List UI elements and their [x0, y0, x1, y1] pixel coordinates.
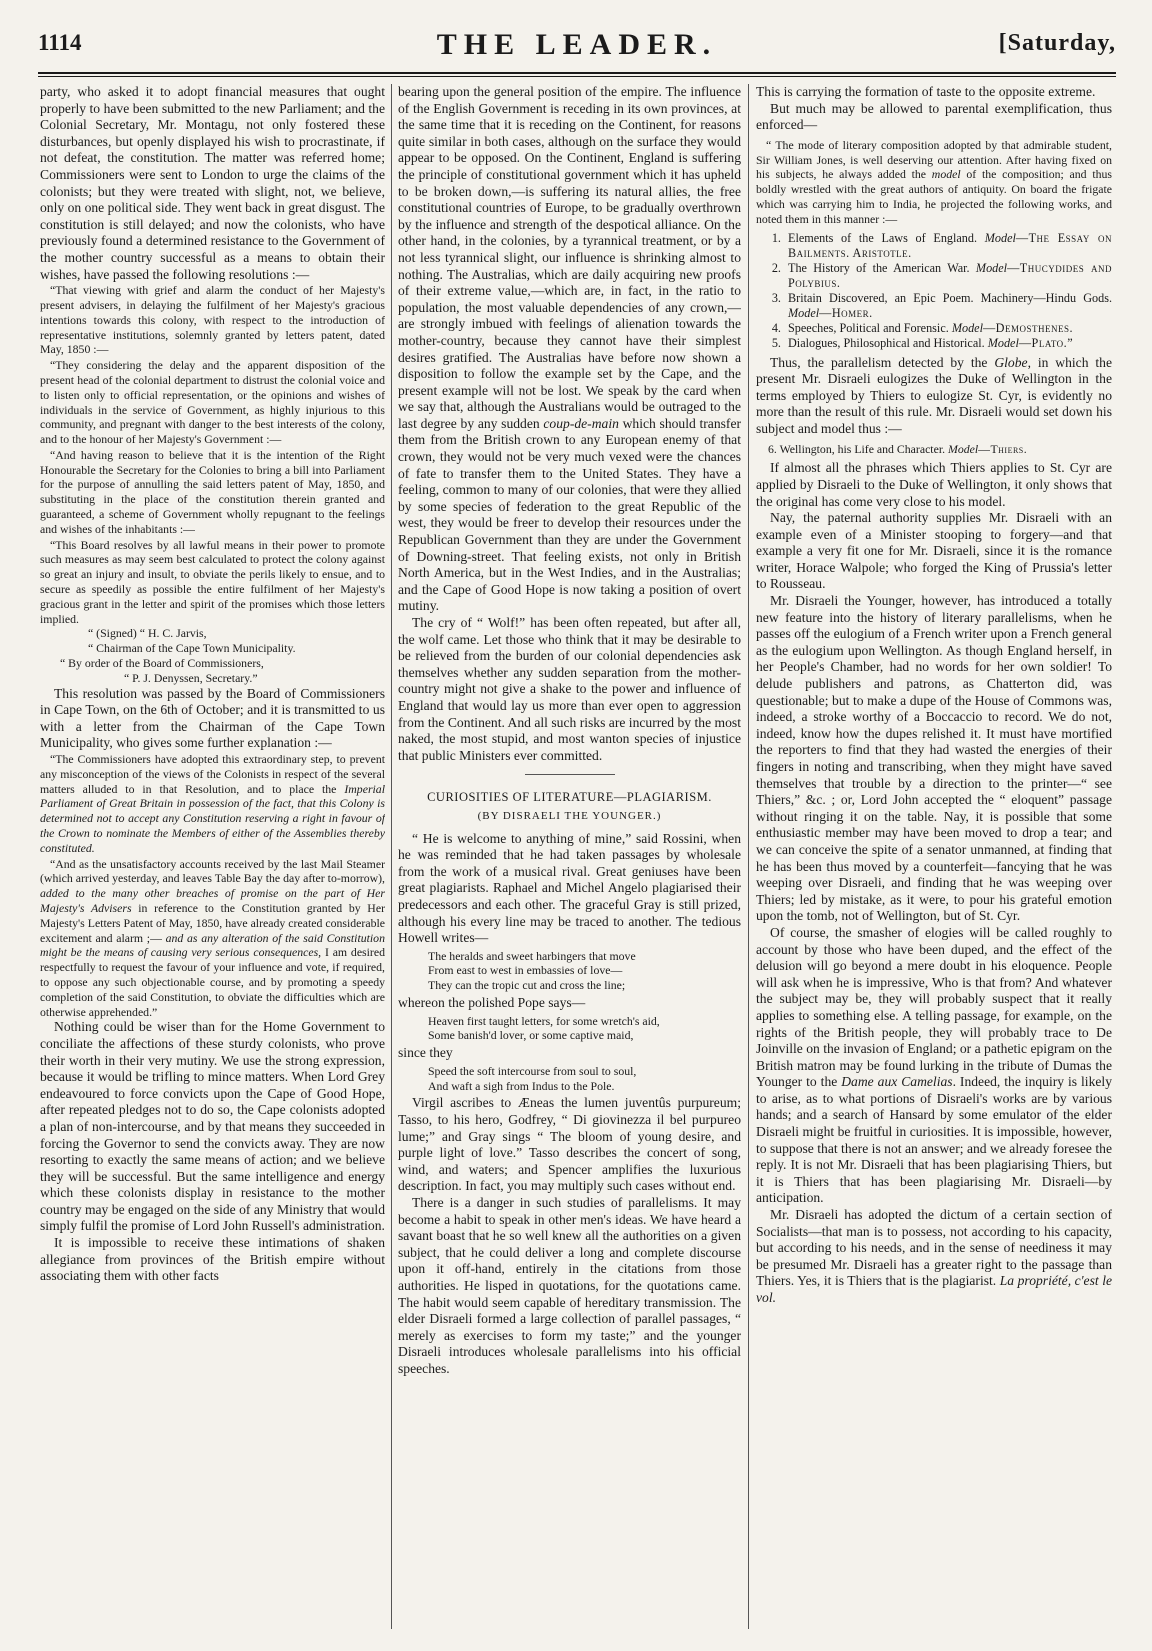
quote: [756, 138, 1112, 227]
work-model: Model: [987, 335, 1019, 350]
work-model: Model: [788, 305, 820, 320]
work-author: —Demosthenes.: [982, 320, 1074, 335]
quote-text: “ The mode of literary composition adopted by that admirable student, Sir William Jones, is well deserving our attention. After having fixed on his subjects, he always added the: [756, 137, 1112, 182]
verse-line: The heralds and sweet harbingers that move: [428, 948, 636, 963]
column-1: [40, 84, 385, 1629]
work-model: Model: [975, 260, 1008, 275]
paragraph: Mr. Disraeli the Younger, however, has introduced a totally new feature into the history of literary parallelisms, when he passes off the eulogium of a French writer upon a French general as the eulogium upon Wellington. As though England herself, in her People's Chamber, had no words for her own soldier! To delude publishers and patrons, as Chatterton did, was questionable; but to make a dupe of the House of Commons was, indeed, a stroke worthy of a Boccaccio to record. We do not, indeed, know how the dupes relished it. It must have mortified the reporters to find that they had wasted the energies of their fingers in noting and transcribing, when they might have saved themselves that trouble by a direction to the printer—“ see Thiers,” &c. ; or, Lord John accepted the “ eloquent” passage without ringing it on the table. Nay, it is possible that some enthusiastic member may have been moved to drop a tear; and we can conceive the spite of a senator unmanned, at finding that he has been thus moved by a counterfeit—fancying that he was weeping over Disraeli, and finding that he was weeping over Thiers; led by mistake, as it were, to pour his grateful emotion upon the tomb, not of Wellington, but of St. Cyr.: [756, 593, 1112, 924]
resolution-quote: “This Board resolves by all lawful means in their power to promote such measures as may seem best calculated to protect the colony against so great an injury and insult, to obviate the perils likely to ensue, and to secure as speedily as possible the entire fulfilment of her Majesty's gracious grant in the letter and spirit of the promises which those letters implied.: [40, 537, 385, 626]
list-item: [784, 336, 1112, 351]
quote-text: “And as the unsatisfactory accounts received by the last Mail Steamer (which arrived yesterday, and leaves Table Bay the day after to-morrow),: [40, 856, 385, 886]
resolution-quote: “They considering the delay and the apparent disposition of the present head of the colonial department to distrust the colonial voice and to listen only to official representation, or the opinions and wishes of individuals in the service of Government, as highly injurious to this community, and pregnant with danger to the best interests of the colony, and to the honour of her Majesty's Government :—: [40, 358, 385, 447]
masthead: [38, 30, 1116, 66]
quote-text: I am desired respectfully to request the favour of your influence and vote, if required, to oppose any such objectionable course, and by promoting a speedy completion of the said Constitution, to obviate the difficulties which are otherwise apprehended.”: [40, 945, 385, 1019]
paragraph: The cry of “ Wolf!” has been often repeated, but after all, the wolf came. Let those who think that it may be desirable to be relieved from the burden of our colonial dependencies ask themselves whether any sudden separation from the mother-country might not give a shake to the power and influence of England that would lay us more than ever open to aggression from the Continent. And all such risks are incurred by the most naked, the most stupid, and most wanton species of injustice that public Ministers ever committed.: [398, 615, 741, 763]
work-title: 6. Wellington, his Life and Character.: [768, 441, 948, 456]
list-item: [756, 442, 1112, 457]
paragraph-text: , in which the present Mr. Disraeli eulogizes the Duke of Wellington in the terms employed by Thiers to eulogize St. Cyr, is evidently no more than the result of this rule. Mr. Disraeli would set down his subject and model thus :—: [756, 354, 1112, 436]
verse-line: Some banish'd lover, or some captive maid,: [428, 1028, 634, 1043]
paragraph: It is impossible to receive these intimations of shaken allegiance from provinces of the British empire without associating them with other facts: [40, 1235, 385, 1284]
works-list: [756, 231, 1112, 351]
verse-line: They can the tropic cut and cross the line;: [428, 978, 626, 993]
page-number: 1114: [38, 30, 82, 55]
paragraph: If almost all the phrases which Thiers applies to St. Cyr are applied by Disraeli to the Duke of Wellington, it only shows that the original has come very close to his model.: [756, 460, 1112, 509]
paragraph: party, who asked it to adopt financial measures that ought properly to have been submitted to the new Parliament; and the Colonial Secretary, Mr. Montagu, not only fostered these disturbances, but openly displayed his wish to procrastinate, if not defeat, the constitution. The matter was referred home; Commissioners were sent to London to urge the claims of the colonists; but they were treated with slight, not, we believe, only on one political side. They went back in great disgust. The constitution is still delayed; and now the colonists, who have previously found a determined resistance to the Government of the mother country successful as a means to obtain their wishes, have passed the following resolutions :—: [40, 84, 385, 282]
italic-term: Globe: [994, 354, 1028, 370]
list-item: [784, 231, 1112, 261]
quote-text: of the composition; and thus boldly wrestled with the great authors of antiquity. On board the frigate which was carrying him to India, he projected the following works, and noted them in this manner :—: [756, 167, 1112, 226]
work-author: —Thiers.: [978, 441, 1028, 456]
paragraph: Virgil ascribes to Æneas the lumen juventûs purpureum; Tasso, to his hero, Godfrey, “ Di giovinezza il bel purpureo lume;” and Gray sings “ The bloom of young desire, and purple light of love.” Tasso describes the concert of song, wind, and waters; and Spencer amplifies the luxurious description. In fact, you may multiply such cases without end.: [398, 1095, 741, 1194]
header-rule-thin: [38, 76, 1116, 77]
italic-term: coup-de-main: [543, 415, 619, 431]
section-divider: [525, 774, 615, 775]
paragraph: This is carrying the formation of taste to the opposite extreme.: [756, 84, 1096, 99]
verse-block: [398, 949, 741, 993]
work-model: Model: [984, 230, 1016, 245]
column-3: [756, 84, 1112, 1629]
article-heading: CURIOSITIES OF LITERATURE—PLAGIARISM.: [427, 790, 712, 805]
verse-block: [398, 1014, 741, 1044]
italic-term: La propriété, c'est le vol.: [756, 1273, 1112, 1306]
signature-line: “ P. J. Denyssen, Secretary.”: [124, 670, 258, 685]
work-author: —Thucydides and Polybius.: [788, 260, 1112, 290]
paragraph: whereon the polished Pope says—: [398, 995, 586, 1011]
work-author: —The Essay on Bailments. Aristotle.: [788, 230, 1112, 260]
verse-line: And waft a sigh from Indus to the Pole.: [428, 1078, 615, 1093]
column-divider: [391, 84, 392, 1629]
work-author: —Plato.”: [1018, 335, 1074, 350]
quote-italic: and as any alteration of the said Constitution might be the means of causing very serious consequences,: [40, 930, 385, 960]
paragraph-text: Thus, the parallelism detected by the: [770, 354, 995, 370]
work-model: Model: [951, 320, 983, 335]
italic-term: Dame aux Camelias: [841, 1074, 953, 1090]
verse-line: From east to west in embassies of love—: [428, 963, 623, 978]
resolution-quote: “That viewing with grief and alarm the conduct of her Majesty's present advisers, in delaying the fulfilment of her Majesty's gracious intentions towards this colony, with respect to the introduction of representative institutions, solemnly granted by letters patent, dated May, 1850 :—: [40, 283, 385, 357]
quote-italic: added to the many other breaches of promise on the part of Her Majesty's Advisers: [40, 886, 385, 915]
work-title: Elements of the Laws of England.: [788, 230, 985, 245]
article-byline: (BY DISRAELI THE YOUNGER.): [477, 809, 662, 822]
paragraph-text: Of course, the smasher of elogies will be called roughly to account by those who have been duped, and the effect of the delusion will go beyond a mere doubt in his eloquence. People will ask when he is impressive, Who is that from? And whatever the subject may be, they will probably suspect that it really applies to something else. A telling passage, for example, on the rights of the British people, they will probably trace to De Joinville on the invasion of England; or a pathetic epigram on the British matron may be found lurking in the tribute of Dumas the Younger to the: [756, 924, 1112, 1090]
paragraph: [756, 925, 1112, 1207]
paragraph: Nothing could be wiser than for the Home Government to conciliate the affections of these sturdy colonists, who prove their worth in their very mutiny. We use the strong expression, because it would be trifling to mince matters. When Lord Grey endeavoured to force convicts upon the Cape of Good Hope, after repeated pledges not to do so, the Cape colonists adopted a plan of non-intercourse, and by that means they succeeded in forcing the Governor to send the convicts away. They are now resorting to exactly the same means of action; and we believe they will be successful. But the same intelligence and energy which these colonists display in resistance to the mother country may be engaged on the side of any Ministry that would simply fulfil the promise of Lord John Russell's administration.: [40, 1019, 385, 1234]
column-2: [398, 84, 741, 1629]
work-author: —Homer.: [819, 305, 873, 320]
paragraph: [756, 355, 1112, 438]
work-title: The History of the American War.: [788, 260, 976, 275]
verse-line: Heaven first taught letters, for some wretch's aid,: [428, 1013, 660, 1028]
paragraph: But much may be allowed to parental exemplification, thus enforced—: [756, 100, 1112, 133]
letter-quote: [40, 857, 385, 1020]
work-model: Model: [948, 441, 979, 456]
quote-text: “The Commissioners have adopted this extraordinary step, to prevent any misconception of the views of the Colonists in respect of the several matters alluded to in that Resolution, and to place the: [40, 752, 385, 796]
signature-line: “ By order of the Board of Commissioners,: [60, 656, 264, 671]
paragraph: [398, 84, 741, 615]
quote-italic: model: [931, 167, 961, 182]
verse-line: Speed the soft intercourse from soul to soul,: [428, 1063, 637, 1078]
letter-quote: [40, 752, 385, 856]
list-item: [784, 321, 1112, 336]
work-title: Speeches, Political and Forensic.: [788, 320, 952, 335]
signature-line: “ Chairman of the Cape Town Municipality.: [88, 641, 296, 656]
newspaper-title: THE LEADER.: [436, 28, 718, 61]
paragraph-text: bearing upon the general position of the empire. The influence of the English Government is receding in its own provinces, at the same time that it is receding on the Continent, for reasons quite similar in both cases, although on the surface they would appear to be opposed. On the Continent, England is suffering the principle of constitutional government which it has upheld to be broken down,—is suffering its natural allies, the free constitutional countries of Europe, to be gradually overthrown by the influence and strength of the despotical alliance. On the other hand, in the colonies, by a tyrannical treatment, or by a not less tyrannical slight, our influence is shrinking almost to nothing. The Australias, which are daily acquiring new proofs of their extreme value,—which are, in fact, in the ratio to population, the most valuable dependencies of any crown,—are strongly imbued with feelings of alienation towards the mother-country, because they cannot have their simplest desires gratified. The Australias have before now shown a disposition to follow the example set by the Cape, and the present example will not be lost. We speak by the card when we say that, although the Australians would be outraged to the last degree by any sudden: [398, 84, 741, 431]
quote-text: in reference to the Constitution granted by Her Majesty's Letters Patent of May, 1850, have already created considerable excitement and alarm ;—: [40, 900, 385, 945]
header-rule: [38, 72, 1116, 74]
verse-block: [398, 1064, 741, 1094]
resolution-quote: “And having reason to believe that it is the intention of the Right Honourable the Secretary for the Colonies to bring a bill into Parliament for the purpose of annulling the said letters patent of May, 1850, and substituting in the place of the constitution therein granted and guaranteed, a scheme of Government wholly repugnant to the feelings and wishes of the inhabitants :—: [40, 447, 385, 536]
paragraph: There is a danger in such studies of parallelisms. It may become a habit to speak in other men's ideas. We have heard a savant boast that he so well knew all the authorities on a given subject, that he could deliver a long and complete discourse upon it off-hand, entirely in the citations from those authorities. He lisped in quotations, for the quotations came. The habit would seem capable of hereditary transmission. The elder Disraeli formed a large collection of parallel passages, “ merely as exercises to form my taste;” and the younger Disraeli introduces wholesale parallelisms into his official speeches.: [398, 1195, 741, 1376]
issue-day: [Saturday,: [998, 30, 1116, 56]
paragraph: since they: [398, 1045, 453, 1061]
paragraph: “ He is welcome to anything of mine,” said Rossini, when he was reminded that he had taken passages by wholesale from the work of a musical rival. Great geniuses have been great plagiarists. Raphael and Michel Angelo plagiarised their predecessors and each other. The graceful Gray is still prized, although his every line may be traced to another. The tedious Howell writes—: [398, 830, 741, 946]
paragraph-text: Mr. Disraeli has adopted the dictum of a certain section of Socialists—that man is to possess, not according to his capacity, but according to his needs, and in the sense of neediness it may be presumed Mr. Disraeli has a greater right to the passage than Thiers. Yes, it is Thiers that is the plagiarist.: [756, 1207, 1112, 1289]
paragraph-text: which should transfer them from the British crown to any European enemy of that crown, they would not be very much vexed were the chances of fate to transfer them to the United States. They have a feeling, common to many of our colonies, that were they allied by some species of federation to the great Republic of the west, they would be freer to develop their resources under the Republican Government than they are under the Government of Downing-street. That feeling exists, not only in British North America, but in the West Indies, and in the Australias; and the Cape of Good Hope is now taking a position of overt mutiny.: [398, 415, 741, 614]
column-divider: [748, 84, 749, 1629]
work-title: Dialogues, Philosophical and Historical.: [788, 335, 988, 350]
list-item: [784, 261, 1112, 291]
paragraph: Nay, the paternal authority supplies Mr. Disraeli with an example even of a Minister stooping to forgery—and that example a very fit one for Mr. Disraeli, since it is the romance writer, Horace Walpole; who forged the King of Prussia's letter to Rousseau.: [756, 510, 1112, 592]
paragraph: [756, 1207, 1112, 1307]
quote-italic: Imperial Parliament of Great Britain in possession of the fact, that this Colony is determined not to accept any Constitution reserving a right in favour of the Crown to nominate the Members of either of the Assemblies thereby constituted.: [40, 781, 385, 855]
signature-line: “ (Signed) “ H. C. Jarvis,: [88, 626, 207, 641]
list-item: [784, 291, 1112, 321]
paragraph-text: . Indeed, the inquiry is likely to arise, as to what portions of Disraeli's works are by various hands; and a search of Hansard by some emulator of the elder Disraeli might be fruitful in curiosities. It is impossible, however, to suppose that there is not an answer; and we already foresee the reply. It is not Mr. Disraeli that has been plagiarising Thiers, but it is Thiers that has been plagiarising Mr. Disraeli—by anticipation.: [756, 1074, 1112, 1206]
work-title: Britain Discovered, an Epic Poem. Machinery—Hindu Gods.: [788, 290, 1112, 305]
paragraph: This resolution was passed by the Board of Commissioners in Cape Town, on the 6th of October; and it is transmitted to us with a letter from the Chairman of the Cape Town Municipality, who gives some further explanation :—: [40, 685, 385, 751]
